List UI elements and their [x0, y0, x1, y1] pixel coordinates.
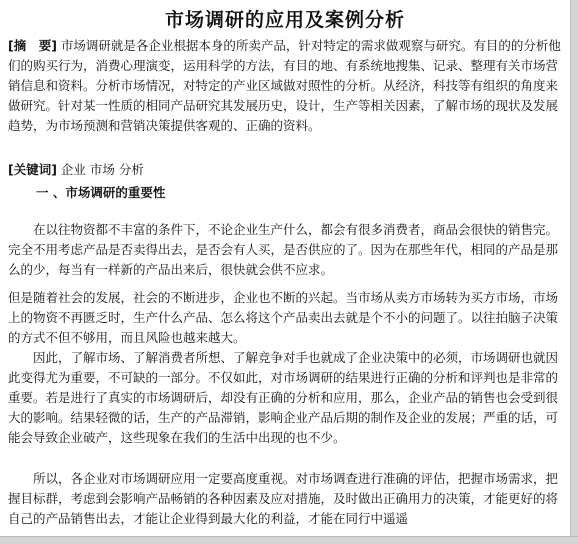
keywords-label: [关键词]: [8, 162, 57, 177]
abstract: [8, 36, 566, 136]
paragraph-1: 在以往物资都不丰富的条件下，不论企业生产什么，都会有很多消费者，商品会很快的销售完。完全不用考虑产品是否卖得出去，是否会有人买，是否供应的了。因为在那些年代，相同的产品是那么的少，每当有一样新的产品出来后，很快就会供不应求。: [8, 222, 559, 277]
section-heading: 一 、市场调研的重要性: [36, 185, 166, 200]
abstract-text: 市场调研就是各企业根据本身的所卖产品，针对特定的需求做观察与研究。有目的的分析他们的购买行为，消费心理演变，运用科学的方法，有目的地、有系统地搜集、记录、整理有关市场营销信息和资料。分析市场情况，对特定的产业区域做对照性的分析。从经济，科技等有组织的角度来做研究。针对某一性质的相同产品研究其发展历史，设计，生产等相关因素，了解市场的现状及发展趋势，为市场预测和营销决策提供客观的、正确的资料。: [8, 38, 561, 133]
paragraph-2: 但是随着社会的发展，社会的不断进步，企业也不断的兴起。当市场从卖方市场转为买方市场，市场上的物资不再匮乏时，生产什么产品、怎么将这个产品卖出去就是个不小的问题了。以往拍脑子决策的方式不但不够用，而且风险也越来越大。: [8, 290, 559, 345]
keywords-text: 企业 市场 分析: [56, 162, 144, 177]
paragraph-3: 因此，了解市场、了解消费者所想、了解竞争对手也就成了企业决策中的必须，市场调研也就因此变得尤为重要，不可缺的一部分。不仅如此，对市场调研的结果进行正确的分析和评判也是非常的重要。若是进行了真实的市场调研后，却没有正确的分析和应用，那么，企业产品的销售也会受到很大的影响。结果轻微的话，生产的产品滞销，影响企业产品后期的制作及企业的发展；严重的话，可能会导致企业破产，这些现象在我们的生活中出现的也不少。: [8, 350, 559, 445]
keywords: [8, 160, 566, 180]
document-title: 市场调研的应用及案例分析: [164, 9, 405, 31]
abstract-label: [摘 要]: [8, 38, 57, 53]
paragraph-4: 所以，各企业对市场调研应用一定要高度重视。对市场调查进行准确的评估，把握市场需求，把握目标群，考虑到会影响产品畅销的各种因素及应对措施，及时做出正确用力的决策，才能更好的将自己的产品销售出去，才能让企业得到最大化的利益，才能在同行中遥遥: [8, 471, 559, 526]
vertical-scrollbar[interactable]: [570, 0, 578, 536]
